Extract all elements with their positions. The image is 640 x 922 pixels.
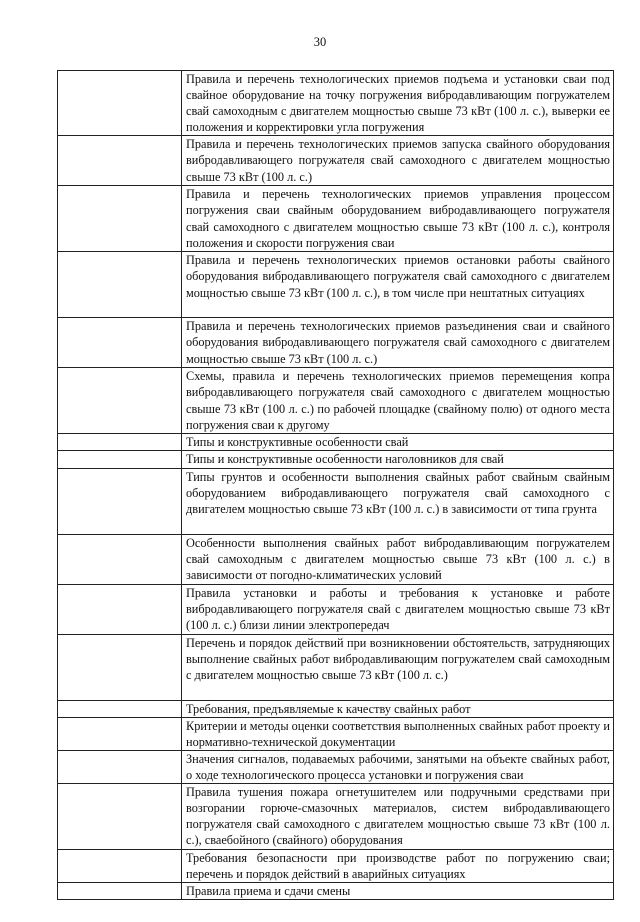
row-text: Значения сигналов, подаваемых рабочими, занятыми на объекте свайных работ, о ходе технологического процесса установки и погружения сваи — [186, 751, 610, 782]
row-left-cell — [58, 434, 182, 451]
row-text: Правила и перечень технологических приемов остановки работы свайного оборудования вибродавливающего погружателя свай самоходного с двигателем мощностью свыше 73 кВт (100 л. с.), в том числе при нештатных ситуациях — [186, 253, 610, 300]
row-text-cell — [182, 318, 614, 368]
row-left-cell — [58, 71, 182, 136]
row-text: Правила и перечень технологических приемов управления процессом погружения сваи свайным оборудованием вибродавливающего погружателя свай самоходного с двигателем мощностью свыше 73 кВт (100 л. с.), контроля положения и скорости погружения сваи — [186, 187, 610, 250]
row-text-cell — [182, 700, 614, 717]
row-text-cell — [182, 71, 614, 136]
row-left-cell — [58, 584, 182, 634]
requirements-table-body — [58, 71, 614, 900]
row-text-cell — [182, 136, 614, 186]
table-row — [58, 784, 614, 850]
row-text-cell — [182, 717, 614, 750]
row-text-cell — [182, 451, 614, 468]
table-row — [58, 368, 614, 434]
row-text-cell — [182, 584, 614, 634]
row-text: Типы грунтов и особенности выполнения свайных работ свайным свайным оборудованием вибродавливающего погружателя свай самоходного с двигателем мощностью свыше 73 кВт (100 л. с.) в зависимости от типа грунта — [186, 469, 610, 516]
row-left-cell — [58, 252, 182, 318]
row-text-cell — [182, 750, 614, 783]
row-left-cell — [58, 850, 182, 883]
table-row — [58, 883, 614, 900]
row-text: Типы и конструктивные особенности свай — [186, 435, 409, 450]
row-left-cell — [58, 534, 182, 584]
table-row — [58, 634, 614, 700]
row-left-cell — [58, 784, 182, 850]
row-text-cell — [182, 883, 614, 900]
row-text: Требования, предъявляемые к качеству свайных работ — [186, 701, 471, 716]
table-row — [58, 717, 614, 750]
row-text: Критерии и методы оценки соответствия выполненных свайных работ проекту и нормативно-технической документации — [186, 718, 610, 749]
row-left-cell — [58, 136, 182, 186]
page-number: 30 — [313, 35, 327, 49]
row-left-cell — [58, 451, 182, 468]
row-text-cell — [182, 434, 614, 451]
row-text-cell — [182, 186, 614, 252]
table-row — [58, 850, 614, 883]
table-row — [58, 318, 614, 368]
row-text: Правила приема и сдачи смены — [186, 884, 351, 899]
row-text: Требования безопасности при производстве работ по погружению сваи; перечень и порядок действий в аварийных ситуациях — [186, 851, 610, 882]
row-left-cell — [58, 883, 182, 900]
row-text-cell — [182, 850, 614, 883]
table-row — [58, 434, 614, 451]
table-row — [58, 750, 614, 783]
table-row — [58, 451, 614, 468]
table-row — [58, 136, 614, 186]
table-row — [58, 71, 614, 136]
table-row — [58, 468, 614, 534]
row-text-cell — [182, 534, 614, 584]
row-text-cell — [182, 634, 614, 700]
row-left-cell — [58, 700, 182, 717]
row-text: Правила и перечень технологических приемов разъединения сваи и свайного оборудования вибродавливающего погружателя свай самоходного с двигателем мощностью свыше 73 кВт (100 л. с.) — [186, 319, 610, 366]
requirements-table — [57, 70, 614, 900]
row-text: Схемы, правила и перечень технологических приемов перемещения копра вибродавливающего погружателя свай самоходного с двигателем мощностью свыше 73 кВт (100 л. с.) по рабочей площадке (свайному полю) от одного места погружения сваи к другому — [186, 369, 610, 432]
row-left-cell — [58, 468, 182, 534]
row-left-cell — [58, 368, 182, 434]
row-left-cell — [58, 717, 182, 750]
row-left-cell — [58, 186, 182, 252]
row-text-cell — [182, 784, 614, 850]
row-left-cell — [58, 318, 182, 368]
row-text-cell — [182, 368, 614, 434]
row-left-cell — [58, 750, 182, 783]
table-row — [58, 252, 614, 318]
row-text: Правила установки и работы и требования к установке и работе вибродавливающего погружателя свай с двигателем мощностью свыше 73 кВт (100 л. с.) близи линии электропередач — [186, 585, 610, 632]
row-text-cell — [182, 252, 614, 318]
row-text: Правила и перечень технологических приемов подъема и установки сваи под свайное оборудование на точку погружения вибродавливающим погружателем свай самоходным с двигателем мощностью свыше 73 кВт (100 л. с.), выверки ее положения и корректировки угла погружения — [186, 72, 610, 135]
table-row — [58, 700, 614, 717]
row-text: Правила и перечень технологических приемов запуска свайного оборудования вибродавливающего погружателя свай самоходного с двигателем мощностью свыше 73 кВт (100 л. с.) — [186, 137, 610, 184]
row-text: Перечень и порядок действий при возникновении обстоятельств, затрудняющих выполнение свайных работ вибродавливающим погружателем свай самоходным с двигателем мощностью свыше 73 кВт (100 л. с.) — [186, 635, 610, 682]
row-text: Особенности выполнения свайных работ вибродавливающим погружателем свай самоходным с двигателем мощностью свыше 73 кВт (100 л. с.) в зависимости от погодно-климатических условий — [186, 535, 610, 582]
row-text: Правила тушения пожара огнетушителем или подручными средствами при возгорании горюче-смазочных материалов, систем вибродавливающего погружателя свай самоходного с двигателем мощностью свыше 73 кВт (100 л. с.), сваебойного (свайного) оборудования — [186, 785, 610, 848]
row-left-cell — [58, 634, 182, 700]
row-text: Типы и конструктивные особенности наголовников для свай — [186, 452, 504, 467]
row-text-cell — [182, 468, 614, 534]
table-row — [58, 534, 614, 584]
table-row — [58, 584, 614, 634]
table-row — [58, 186, 614, 252]
